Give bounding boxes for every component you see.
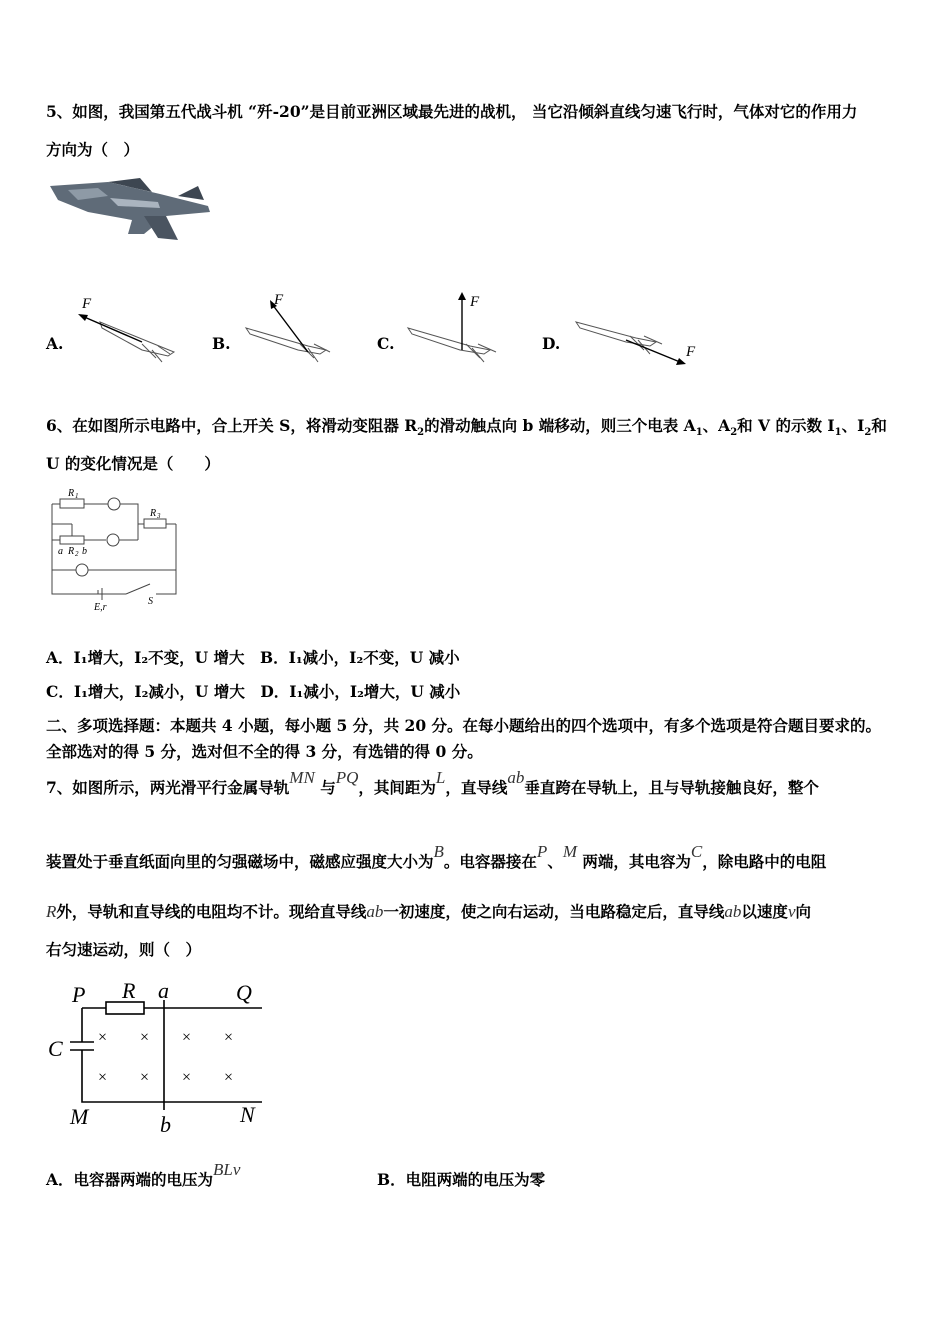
- q5-option-a-label: A.: [46, 334, 64, 353]
- q5-option-b-label: B.: [212, 334, 231, 353]
- q5-option-d-figure: [572, 312, 702, 372]
- section2-heading-line2: 全部选对的得 5 分，选对但不全的得 3 分，有选错的得 0 分。: [46, 742, 483, 761]
- svg-text:R: R: [150, 508, 157, 519]
- q5-stem-line2: 方向为（ ）: [46, 140, 140, 159]
- q6-options-row2: C．I₁增大，I₂减小，U 增大 D．I₁减小，I₂增大，U 减小: [46, 682, 461, 701]
- q7-option-b: B．电阻两端的电压为零: [377, 1170, 546, 1189]
- q7-rail-diagram: [44, 978, 274, 1140]
- svg-text:b: b: [82, 546, 87, 557]
- q5-option-d-label: D.: [542, 334, 561, 353]
- q6-stem-line2: U 的变化情况是（ ）: [46, 454, 220, 473]
- q7-stem-line3: R外，导轨和直导线的电阻均不计。现给直导线ab一初速度，使之向右运动，当电路稳定后，直导线ab以速度v向: [46, 902, 811, 921]
- svg-text:M: M: [70, 1104, 89, 1129]
- svg-text:S: S: [148, 596, 153, 607]
- svg-text:a: a: [58, 546, 63, 557]
- q5-option-c-figure: [404, 288, 514, 368]
- force-label-c: F: [470, 294, 480, 310]
- q6-stem-line1: 6、在如图所示电路中，合上开关 S，将滑动变阻器 $R_2$的滑动触点向 b 端移动，则三个电表 $A_1$、$A_2$和 V 的示数 $I_1$、$I_2$和: [46, 416, 887, 439]
- svg-text:R: R: [68, 488, 75, 499]
- svg-text:1: 1: [75, 492, 79, 500]
- q5-option-a-figure: [72, 292, 182, 367]
- svg-text:×: ×: [140, 1069, 150, 1086]
- section2-heading-line1: 二、多项选择题：本题共 4 小题，每小题 5 分，共 20 分。在每小题给出的四个选项中，有多个选项是符合题目要求的。: [46, 716, 882, 735]
- q7-stem-line4: 右匀速运动，则（ ）: [46, 940, 202, 959]
- q6-circuit-diagram: [46, 486, 186, 616]
- svg-text:×: ×: [224, 1029, 234, 1046]
- svg-text:×: ×: [98, 1069, 108, 1086]
- jet-photo: [48, 176, 216, 246]
- q7-stem-line2: 装置处于垂直纸面向里的匀强磁场中，磁感应强度大小为B。电容器接在P、M 两端，其电容为C，除电路中的电阻: [46, 842, 827, 871]
- svg-text:C: C: [48, 1036, 63, 1061]
- force-label-b: F: [274, 292, 284, 308]
- svg-text:b: b: [160, 1112, 171, 1137]
- svg-text:2: 2: [75, 550, 79, 558]
- q5-option-c-label: C.: [377, 334, 395, 353]
- svg-text:a: a: [158, 978, 169, 1003]
- svg-text:×: ×: [224, 1069, 234, 1086]
- svg-text:×: ×: [182, 1069, 192, 1086]
- svg-text:R: R: [122, 978, 136, 1003]
- svg-text:×: ×: [182, 1029, 192, 1046]
- svg-text:×: ×: [98, 1029, 108, 1046]
- q5-stem-line1: 5、如图，我国第五代战斗机 “歼-20”是目前亚洲区域最先进的战机， 当它沿倾斜直线匀速飞行时，气体对它的作用力: [46, 102, 858, 121]
- svg-text:×: ×: [140, 1029, 150, 1046]
- svg-text:3: 3: [157, 512, 161, 520]
- svg-text:P: P: [72, 982, 86, 1007]
- force-label-a: F: [82, 296, 92, 312]
- force-label-d: F: [686, 344, 696, 360]
- q7-stem-line1: 7、如图所示，两光滑平行金属导轨MN 与PQ，其间距为L，直导线ab垂直跨在导轨上，且与导轨接触良好，整个: [46, 768, 819, 797]
- q6-options-row1: A．I₁增大，I₂不变，U 增大 B．I₁减小，I₂不变，U 减小: [46, 648, 460, 667]
- q7-option-a: A．电容器两端的电压为BLv: [46, 1160, 241, 1189]
- svg-text:Q: Q: [236, 980, 252, 1005]
- svg-text:E,r: E,r: [94, 602, 107, 613]
- svg-text:N: N: [240, 1102, 255, 1127]
- q5-option-b-figure: [238, 288, 348, 368]
- svg-text:R: R: [68, 546, 75, 557]
